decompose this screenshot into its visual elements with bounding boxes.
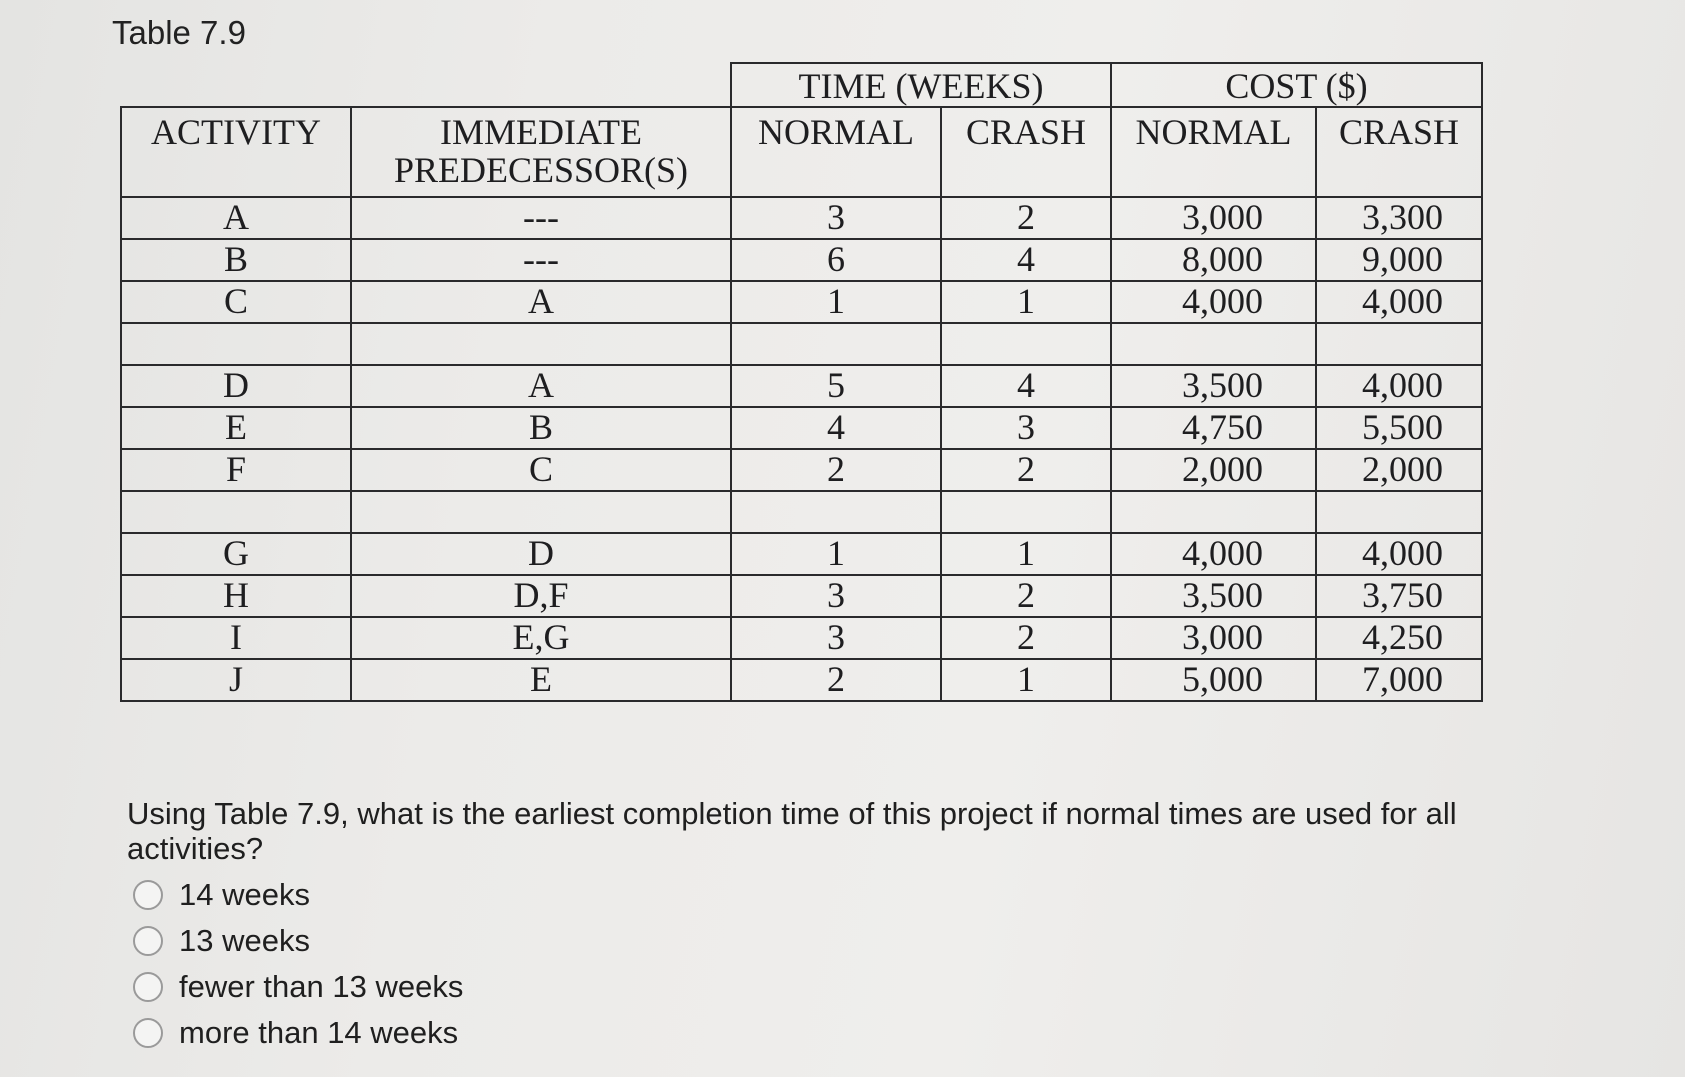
cost-crash-cell: 4,000	[1316, 533, 1482, 575]
radio-button[interactable]	[133, 880, 163, 910]
cost-crash-cell: 9,000	[1316, 239, 1482, 281]
activity-cell	[121, 323, 351, 365]
time-normal-cell	[731, 491, 941, 533]
cost-crash-cell: 7,000	[1316, 659, 1482, 701]
predecessor-cell: A	[351, 281, 731, 323]
predecessor-cell: E,G	[351, 617, 731, 659]
predecessor-cell: D,F	[351, 575, 731, 617]
option-label: 14 weeks	[179, 877, 310, 912]
cost-normal-cell: 4,000	[1111, 533, 1316, 575]
cost-crash-cell: 4,000	[1316, 281, 1482, 323]
group-header-row	[121, 63, 1482, 107]
cost-normal-cell: 2,000	[1111, 449, 1316, 491]
radio-button[interactable]	[133, 1018, 163, 1048]
predecessor-header-line1: IMMEDIATE	[440, 112, 642, 152]
table-row-blank	[121, 323, 1482, 365]
answer-options	[133, 872, 463, 1056]
activity-cell: I	[121, 617, 351, 659]
cost-normal-cell: 3,000	[1111, 197, 1316, 239]
question-text: Using Table 7.9, what is the earliest completion time of this project if normal times are used for all activities?	[127, 796, 1457, 866]
predecessor-cell: D	[351, 533, 731, 575]
time-crash-cell: 1	[941, 533, 1111, 575]
time-normal-cell: 3	[731, 575, 941, 617]
time-crash-header: CRASH	[941, 107, 1111, 197]
option-13-weeks[interactable]	[133, 918, 463, 964]
time-crash-cell: 2	[941, 575, 1111, 617]
activity-header: ACTIVITY	[121, 107, 351, 197]
activity-table	[120, 62, 1483, 702]
predecessor-cell: ---	[351, 239, 731, 281]
cost-normal-cell: 4,000	[1111, 281, 1316, 323]
table-row	[121, 239, 1482, 281]
blank-cell	[121, 63, 351, 107]
radio-button[interactable]	[133, 926, 163, 956]
time-crash-cell: 1	[941, 659, 1111, 701]
time-normal-header: NORMAL	[731, 107, 941, 197]
option-label: 13 weeks	[179, 923, 310, 958]
time-normal-cell: 3	[731, 197, 941, 239]
time-crash-cell	[941, 323, 1111, 365]
option-label: more than 14 weeks	[179, 1015, 459, 1050]
table-row	[121, 365, 1482, 407]
activity-cell: G	[121, 533, 351, 575]
table-row-blank	[121, 491, 1482, 533]
cost-normal-header: NORMAL	[1111, 107, 1316, 197]
cost-normal-cell: 3,000	[1111, 617, 1316, 659]
predecessor-header	[351, 107, 731, 197]
time-crash-cell: 4	[941, 239, 1111, 281]
cost-normal-cell: 5,000	[1111, 659, 1316, 701]
time-normal-cell: 2	[731, 449, 941, 491]
cost-normal-cell	[1111, 491, 1316, 533]
table-row	[121, 617, 1482, 659]
activity-cell: B	[121, 239, 351, 281]
time-crash-cell: 3	[941, 407, 1111, 449]
column-header-row	[121, 107, 1482, 197]
cost-normal-cell: 4,750	[1111, 407, 1316, 449]
activity-cell	[121, 491, 351, 533]
predecessor-cell: B	[351, 407, 731, 449]
time-crash-cell: 2	[941, 449, 1111, 491]
cost-normal-cell	[1111, 323, 1316, 365]
option-more-than-14-weeks[interactable]	[133, 1010, 463, 1056]
activity-cell: H	[121, 575, 351, 617]
cost-crash-cell: 4,000	[1316, 365, 1482, 407]
activity-cell: E	[121, 407, 351, 449]
table-row	[121, 407, 1482, 449]
time-normal-cell: 2	[731, 659, 941, 701]
cost-crash-cell: 3,750	[1316, 575, 1482, 617]
cost-crash-cell	[1316, 323, 1482, 365]
activity-cell: A	[121, 197, 351, 239]
table-row	[121, 575, 1482, 617]
time-weeks-header: TIME (WEEKS)	[731, 63, 1111, 107]
cost-crash-cell	[1316, 491, 1482, 533]
cost-header: COST ($)	[1111, 63, 1482, 107]
predecessor-cell	[351, 323, 731, 365]
time-normal-cell: 1	[731, 533, 941, 575]
radio-button[interactable]	[133, 972, 163, 1002]
time-normal-cell: 3	[731, 617, 941, 659]
activity-cell: C	[121, 281, 351, 323]
time-crash-cell: 2	[941, 617, 1111, 659]
predecessor-header-line2: PREDECESSOR(S)	[393, 149, 689, 190]
table-row	[121, 533, 1482, 575]
option-label: fewer than 13 weeks	[179, 969, 464, 1004]
cost-crash-cell: 2,000	[1316, 449, 1482, 491]
option-fewer-than-13-weeks[interactable]	[133, 964, 463, 1010]
cost-crash-cell: 4,250	[1316, 617, 1482, 659]
predecessor-cell: ---	[351, 197, 731, 239]
table-caption: Table 7.9	[112, 14, 246, 51]
time-crash-cell: 2	[941, 197, 1111, 239]
time-normal-cell: 4	[731, 407, 941, 449]
table-row	[121, 659, 1482, 701]
time-crash-cell: 1	[941, 281, 1111, 323]
activity-cell: F	[121, 449, 351, 491]
table-row	[121, 449, 1482, 491]
time-normal-cell: 6	[731, 239, 941, 281]
cost-crash-header: CRASH	[1316, 107, 1482, 197]
table-row	[121, 281, 1482, 323]
table-row	[121, 197, 1482, 239]
cost-normal-cell: 3,500	[1111, 365, 1316, 407]
activity-cell: J	[121, 659, 351, 701]
cost-crash-cell: 3,300	[1316, 197, 1482, 239]
predecessor-cell: A	[351, 365, 731, 407]
cost-normal-cell: 3,500	[1111, 575, 1316, 617]
time-normal-cell: 1	[731, 281, 941, 323]
option-14-weeks[interactable]	[133, 872, 463, 918]
activity-cell: D	[121, 365, 351, 407]
time-crash-cell	[941, 491, 1111, 533]
predecessor-cell: C	[351, 449, 731, 491]
time-normal-cell: 5	[731, 365, 941, 407]
cost-normal-cell: 8,000	[1111, 239, 1316, 281]
time-crash-cell: 4	[941, 365, 1111, 407]
predecessor-cell: E	[351, 659, 731, 701]
blank-cell	[351, 63, 731, 107]
predecessor-cell	[351, 491, 731, 533]
time-normal-cell	[731, 323, 941, 365]
cost-crash-cell: 5,500	[1316, 407, 1482, 449]
